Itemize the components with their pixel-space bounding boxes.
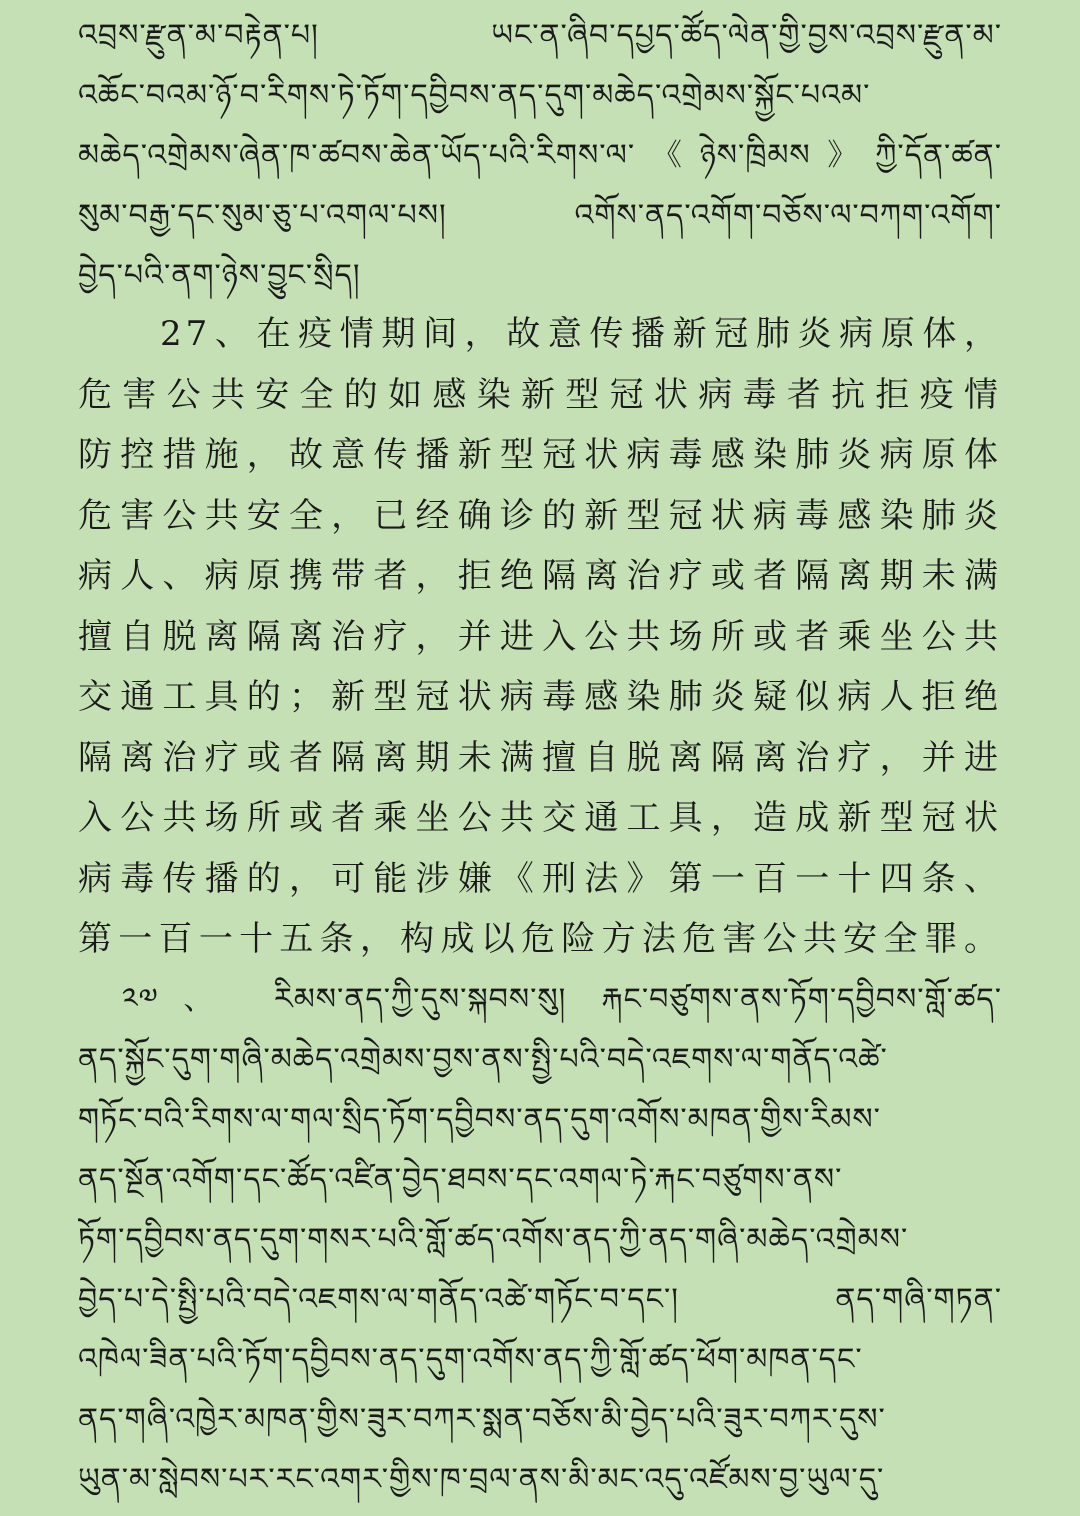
chinese-line: 病毒传播的，可能涉嫌《刑法》第一百一十四条、 bbox=[78, 858, 1002, 899]
tibetan-line: ནད་གཞི་འཁྱེར་མཁན་གྱིས་ཟུར་བཀར་སྨན་བཅོས་མི་བྱེད་པའི་ཟུར་བཀར་དུས་ bbox=[78, 1402, 886, 1437]
tibetan-line: འཆོང་བའམ་ཉོ་བ་རིགས་ཏེ་ཏོག་དབྱིབས་ནད་དུག་མཆེད་འགྲེམས་སྐྱོང་པའམ་ bbox=[78, 78, 871, 113]
chinese-line: 入公共场所或者乘坐公共交通工具，造成新型冠状 bbox=[78, 798, 1002, 838]
tibetan-line: ནད་སྐྱོང་དུག་གཞི་མཆེད་འགྲེམས་བྱས་ནས་སྤྱི་པའི་བདེ་འཇགས་ལ་གནོད་འཚེ་ bbox=[78, 1042, 888, 1077]
chinese-line: 27、在疫情期间，故意传播新冠肺炎病原体， bbox=[160, 314, 1002, 354]
tibetan-line: ༢༧、 རིམས་ནད་ཀྱི་དུས་སྐབས་སུ། རྐང་བཙུགས་ནས་ཏོག་དབྱིབས་གློ་ཚད་ bbox=[122, 982, 1002, 1017]
tibetan-paragraph-1 bbox=[78, 6, 1002, 306]
tibetan-line: ནད་སྔོན་འགོག་དང་ཚོད་འཛིན་བྱེད་ཐབས་དང་འགལ་ཏེ་རྐང་བཙུགས་ནས་ bbox=[78, 1162, 843, 1197]
chinese-paragraph bbox=[78, 304, 1002, 970]
tibetan-line: བྱེད་པའི་ནག་ཉེས་བྱུང་སྲིད། bbox=[78, 258, 361, 293]
chinese-line: 第一百一十五条，构成以危险方法危害公共安全罪。 bbox=[78, 919, 1002, 959]
tibetan-line: འཁེལ་ཟིན་པའི་ཏོག་དབྱིབས་ནད་དུག་འགོས་ནད་ཀྱི་གློ་ཚད་ཕོག་མཁན་དང་ bbox=[78, 1342, 863, 1377]
chinese-line: 隔离治疗或者隔离期未满擅自脱离隔离治疗，并进 bbox=[78, 737, 1002, 778]
chinese-line: 擅自脱离隔离治疗，并进入公共场所或者乘坐公共 bbox=[78, 616, 1002, 657]
chinese-line: 防控措施，故意传播新型冠状病毒感染肺炎病原体 bbox=[78, 435, 1002, 475]
chinese-line: 危害公共安全的如感染新型冠状病毒者抗拒疫情 bbox=[78, 374, 1002, 415]
tibetan-line: མཆེད་འགྲེམས་ཞེན་ཁ་ཚབས་ཆེན་ཡོད་པའི་རིགས་ལ་《ཉེས་ཁྲིམས》ཀྱི་དོན་ཚན་ bbox=[78, 138, 1002, 173]
tibetan-line: འབྲས་རྫུན་མ་བརྟེན་པ། ཡང་ན་ཞིབ་དཔྱད་ཚོད་ལེན་གྱི་བྱས་འབྲས་རྫུན་མ་ bbox=[78, 18, 1002, 53]
chinese-line: 病人、病原携带者，拒绝隔离治疗或者隔离期未满 bbox=[78, 556, 1002, 596]
tibetan-paragraph-2 bbox=[78, 970, 1002, 1510]
tibetan-line: གཏོང་བའི་རིགས་ལ་གལ་སྲིད་ཏོག་དབྱིབས་ནད་དུག་འགོས་མཁན་གྱིས་རིམས་ bbox=[78, 1102, 881, 1137]
tibetan-line: ཏོག་དབྱིབས་ནད་དུག་གསར་པའི་གློ་ཚད་འགོས་ནད་ཀྱི་ནད་གཞི་མཆེད་འགྲེམས་ bbox=[78, 1222, 909, 1257]
tibetan-line: བྱེད་པ་དེ་སྤྱི་པའི་བདེ་འཇགས་ལ་གནོད་འཚེ་གཏོང་བ་དང་། ནད་གཞི་གཏན་ bbox=[78, 1282, 1002, 1317]
tibetan-line: སུམ་བརྒྱ་དང་སུམ་ཅུ་པ་འགལ་པས། འགོས་ནད་འགོག་བཅོས་ལ་བཀག་འགོག་ bbox=[78, 198, 1002, 233]
chinese-line: 交通工具的；新型冠状病毒感染肺炎疑似病人拒绝 bbox=[78, 677, 1002, 717]
chinese-line: 危害公共安全，已经确诊的新型冠状病毒感染肺炎 bbox=[78, 495, 1002, 536]
tibetan-line: ཡུན་མ་སླེབས་པར་རང་འགར་གྱིས་ཁ་བྲལ་ནས་མི་མང་འདུ་འཛོམས་བྱ་ཡུལ་དུ་ bbox=[78, 1462, 885, 1497]
